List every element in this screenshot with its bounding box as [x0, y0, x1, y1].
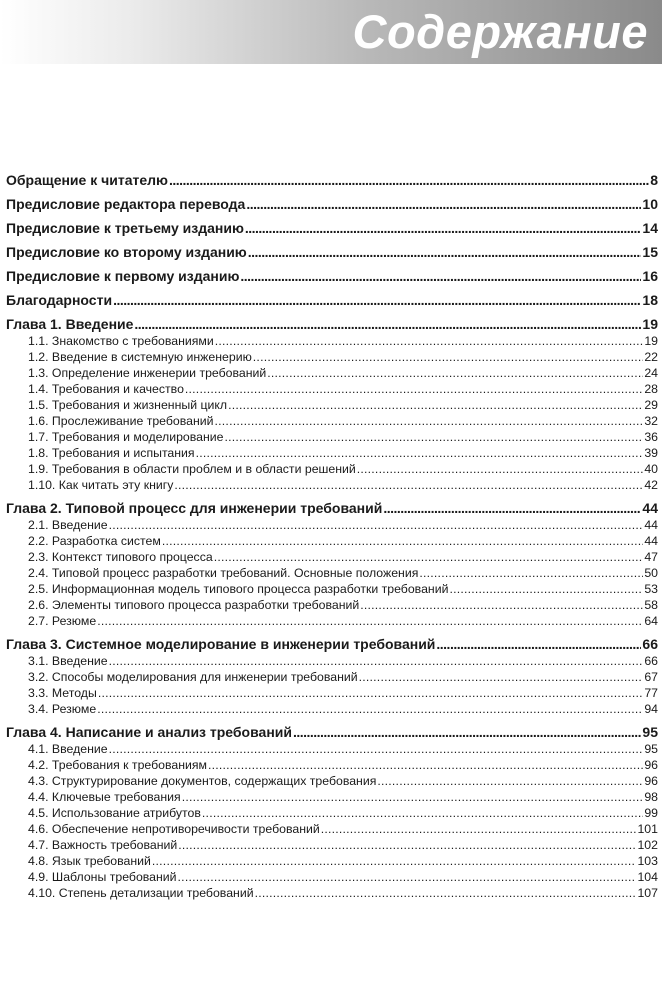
toc-entry-title: 2.3. Контекст типового процесса	[28, 550, 213, 564]
toc-page-number: 66	[642, 636, 658, 652]
toc-page-number: 32	[644, 414, 658, 428]
toc-section-entry[interactable]	[6, 550, 658, 564]
toc-section-entry[interactable]	[6, 462, 658, 476]
toc-section-entry[interactable]	[6, 398, 658, 412]
toc-entry-title: 4.8. Язык требований	[28, 854, 151, 868]
toc-entry-title: 4.7. Важность требований	[28, 838, 178, 852]
toc-section-entry[interactable]	[6, 790, 658, 804]
toc-entry-title: 2.7. Резюме	[28, 614, 97, 628]
toc-entry-title: 3.3. Методы	[28, 686, 97, 700]
toc-dot-leader	[255, 886, 637, 900]
toc-dot-leader	[359, 670, 644, 684]
toc-page-number: 19	[642, 316, 658, 332]
toc-page-number: 22	[644, 350, 658, 364]
toc-page-number: 16	[642, 268, 658, 284]
toc-dot-leader	[182, 790, 644, 804]
toc-section-entry[interactable]	[6, 382, 658, 396]
toc-entry-title: 1.2. Введение в системную инженерию	[28, 350, 252, 364]
toc-page-number: 50	[644, 566, 658, 580]
toc-dot-leader	[228, 398, 643, 412]
toc-entry-title: 3.1. Введение	[28, 654, 108, 668]
table-of-contents	[6, 172, 658, 900]
toc-entry-title: 1.5. Требования и жизненный цикл	[28, 398, 228, 412]
toc-page-number: 94	[644, 702, 658, 716]
toc-dot-leader	[109, 654, 644, 668]
toc-dot-leader	[253, 350, 644, 364]
toc-section-entry[interactable]	[6, 806, 658, 820]
toc-page-number: 19	[644, 334, 658, 348]
toc-page-number: 58	[644, 598, 658, 612]
toc-page-number: 44	[644, 534, 658, 548]
toc-page-number: 15	[642, 244, 658, 260]
toc-entry-title: 4.5. Использование атрибутов	[28, 806, 201, 820]
toc-dot-leader	[267, 366, 643, 380]
toc-dot-leader	[208, 758, 643, 772]
toc-page-number: 66	[644, 654, 658, 668]
toc-page-number: 28	[644, 382, 658, 396]
toc-page-number: 95	[644, 742, 658, 756]
toc-dot-leader	[97, 702, 643, 716]
toc-dot-leader	[240, 268, 641, 284]
toc-section-entry[interactable]	[6, 702, 658, 716]
toc-dot-leader	[245, 220, 642, 236]
toc-chapter-entry[interactable]	[6, 172, 658, 188]
toc-dot-leader	[174, 478, 643, 492]
toc-page-number: 98	[644, 790, 658, 804]
toc-dot-leader	[152, 854, 637, 868]
toc-entry-title: 4.3. Структурирование документов, содержащих требования	[28, 774, 377, 788]
toc-chapter-entry[interactable]	[6, 500, 658, 516]
toc-page-number: 44	[642, 500, 658, 516]
toc-dot-leader	[169, 172, 649, 188]
toc-chapter-entry[interactable]	[6, 292, 658, 308]
toc-entry-title: Глава 2. Типовой процесс для инженерии требований	[6, 500, 383, 516]
toc-dot-leader	[449, 582, 643, 596]
toc-entry-title: 1.3. Определение инженерии требований	[28, 366, 267, 380]
toc-entry-title: 4.4. Ключевые требования	[28, 790, 181, 804]
toc-chapter-entry[interactable]	[6, 268, 658, 284]
toc-section-entry[interactable]	[6, 854, 658, 868]
toc-page-number: 95	[642, 724, 658, 740]
toc-entry-title: Глава 3. Системное моделирование в инженерии требований	[6, 636, 436, 652]
toc-entry-title: 1.8. Требования и испытания	[28, 446, 195, 460]
toc-page-number: 67	[644, 670, 658, 684]
toc-entry-title: 2.4. Типовой процесс разработки требований. Основные положения	[28, 566, 419, 580]
toc-dot-leader	[109, 742, 644, 756]
toc-section-entry[interactable]	[6, 758, 658, 772]
toc-page-number: 8	[650, 172, 658, 188]
toc-page-number: 101	[637, 822, 658, 836]
toc-chapter-entry[interactable]	[6, 636, 658, 652]
toc-entry-title: Глава 4. Написание и анализ требований	[6, 724, 292, 740]
toc-dot-leader	[109, 518, 644, 532]
toc-dot-leader	[97, 614, 643, 628]
toc-dot-leader	[293, 724, 641, 740]
toc-entry-title: 1.9. Требования в области проблем и в области решений	[28, 462, 356, 476]
toc-chapter-entry[interactable]	[6, 220, 658, 236]
toc-page-number: 104	[637, 870, 658, 884]
toc-dot-leader	[185, 382, 643, 396]
toc-entry-title: 4.6. Обеспечение непротиворечивости требований	[28, 822, 320, 836]
toc-entry-title: 4.10. Степень детализации требований	[28, 886, 254, 900]
toc-chapter-entry[interactable]	[6, 724, 658, 740]
toc-page-number: 53	[644, 582, 658, 596]
toc-section-entry[interactable]	[6, 446, 658, 460]
toc-section-entry[interactable]	[6, 742, 658, 756]
toc-entry-title: 3.2. Способы моделирования для инженерии требований	[28, 670, 358, 684]
toc-dot-leader	[357, 462, 644, 476]
toc-page-number: 36	[644, 430, 658, 444]
toc-entry-title: 4.9. Шаблоны требований	[28, 870, 177, 884]
toc-dot-leader	[196, 446, 644, 460]
toc-entry-title: 2.6. Элементы типового процесса разработки требований	[28, 598, 360, 612]
toc-section-entry[interactable]	[6, 670, 658, 684]
toc-section-entry[interactable]	[6, 614, 658, 628]
toc-section-entry[interactable]	[6, 598, 658, 612]
toc-entry-title: Предисловие к третьему изданию	[6, 220, 244, 236]
toc-page-number: 47	[644, 550, 658, 564]
toc-chapter-entry[interactable]	[6, 244, 658, 260]
toc-entry-title: 2.2. Разработка систем	[28, 534, 161, 548]
toc-dot-leader	[377, 774, 643, 788]
toc-entry-title: 1.10. Как читать эту книгу	[28, 478, 174, 492]
toc-dot-leader	[202, 806, 643, 820]
toc-section-entry[interactable]	[6, 366, 658, 380]
toc-dot-leader	[321, 822, 637, 836]
toc-dot-leader	[225, 430, 644, 444]
toc-page-number: 44	[644, 518, 658, 532]
toc-entry-title: 4.2. Требования к требованиям	[28, 758, 207, 772]
toc-entry-title: 2.5. Информационная модель типового процесса разработки требований	[28, 582, 449, 596]
toc-section-entry[interactable]	[6, 654, 658, 668]
toc-section-entry[interactable]	[6, 350, 658, 364]
toc-section-entry[interactable]	[6, 686, 658, 700]
toc-section-entry[interactable]	[6, 582, 658, 596]
toc-page-number: 42	[644, 478, 658, 492]
toc-dot-leader	[215, 334, 644, 348]
toc-page-number: 18	[642, 292, 658, 308]
toc-page-number: 103	[637, 854, 658, 868]
toc-dot-leader	[162, 534, 643, 548]
toc-dot-leader	[215, 414, 644, 428]
toc-section-entry[interactable]	[6, 518, 658, 532]
toc-dot-leader	[248, 244, 642, 260]
toc-dot-leader	[246, 196, 641, 212]
toc-dot-leader	[134, 316, 641, 332]
toc-page-number: 29	[644, 398, 658, 412]
toc-section-entry[interactable]	[6, 534, 658, 548]
toc-entry-title: Предисловие ко второму изданию	[6, 244, 247, 260]
toc-entry-title: Обращение к читателю	[6, 172, 168, 188]
toc-entry-title: Предисловие редактора перевода	[6, 196, 246, 212]
toc-section-entry[interactable]	[6, 478, 658, 492]
toc-entry-title: Благодарности	[6, 292, 113, 308]
toc-section-entry[interactable]	[6, 774, 658, 788]
toc-entry-title: Глава 1. Введение	[6, 316, 134, 332]
toc-dot-leader	[360, 598, 643, 612]
toc-dot-leader	[178, 838, 636, 852]
toc-page-number: 96	[644, 774, 658, 788]
toc-section-entry[interactable]	[6, 566, 658, 580]
toc-page-number: 24	[644, 366, 658, 380]
toc-dot-leader	[98, 686, 643, 700]
toc-entry-title: 1.1. Знакомство с требованиями	[28, 334, 214, 348]
toc-section-entry[interactable]	[6, 886, 658, 900]
toc-section-entry[interactable]	[6, 414, 658, 428]
toc-section-entry[interactable]	[6, 334, 658, 348]
toc-entry-title: 2.1. Введение	[28, 518, 108, 532]
toc-page-number: 77	[644, 686, 658, 700]
toc-chapter-entry[interactable]	[6, 196, 658, 212]
toc-entry-title: Предисловие к первому изданию	[6, 268, 240, 284]
toc-entry-title: 3.4. Резюме	[28, 702, 97, 716]
toc-page-number: 14	[642, 220, 658, 236]
toc-page-number: 39	[644, 446, 658, 460]
toc-chapter-entry[interactable]	[6, 316, 658, 332]
toc-page-number: 40	[644, 462, 658, 476]
page-title: Содержание	[352, 5, 648, 58]
toc-dot-leader	[113, 292, 641, 308]
toc-page-number: 64	[644, 614, 658, 628]
toc-dot-leader	[436, 636, 641, 652]
toc-entry-title: 4.1. Введение	[28, 742, 108, 756]
toc-dot-leader	[419, 566, 643, 580]
toc-page-number: 99	[644, 806, 658, 820]
toc-entry-title: 1.7. Требования и моделирование	[28, 430, 224, 444]
toc-entry-title: 1.4. Требования и качество	[28, 382, 184, 396]
toc-section-entry[interactable]	[6, 822, 658, 836]
toc-section-entry[interactable]	[6, 430, 658, 444]
toc-section-entry[interactable]	[6, 870, 658, 884]
toc-dot-leader	[383, 500, 641, 516]
toc-dot-leader	[178, 870, 637, 884]
toc-dot-leader	[214, 550, 644, 564]
toc-page-number: 10	[642, 196, 658, 212]
toc-section-entry[interactable]	[6, 838, 658, 852]
toc-entry-title: 1.6. Прослеживание требований	[28, 414, 214, 428]
toc-page-number: 107	[637, 886, 658, 900]
header-band	[0, 0, 662, 64]
toc-page-number: 96	[644, 758, 658, 772]
toc-page-number: 102	[637, 838, 658, 852]
